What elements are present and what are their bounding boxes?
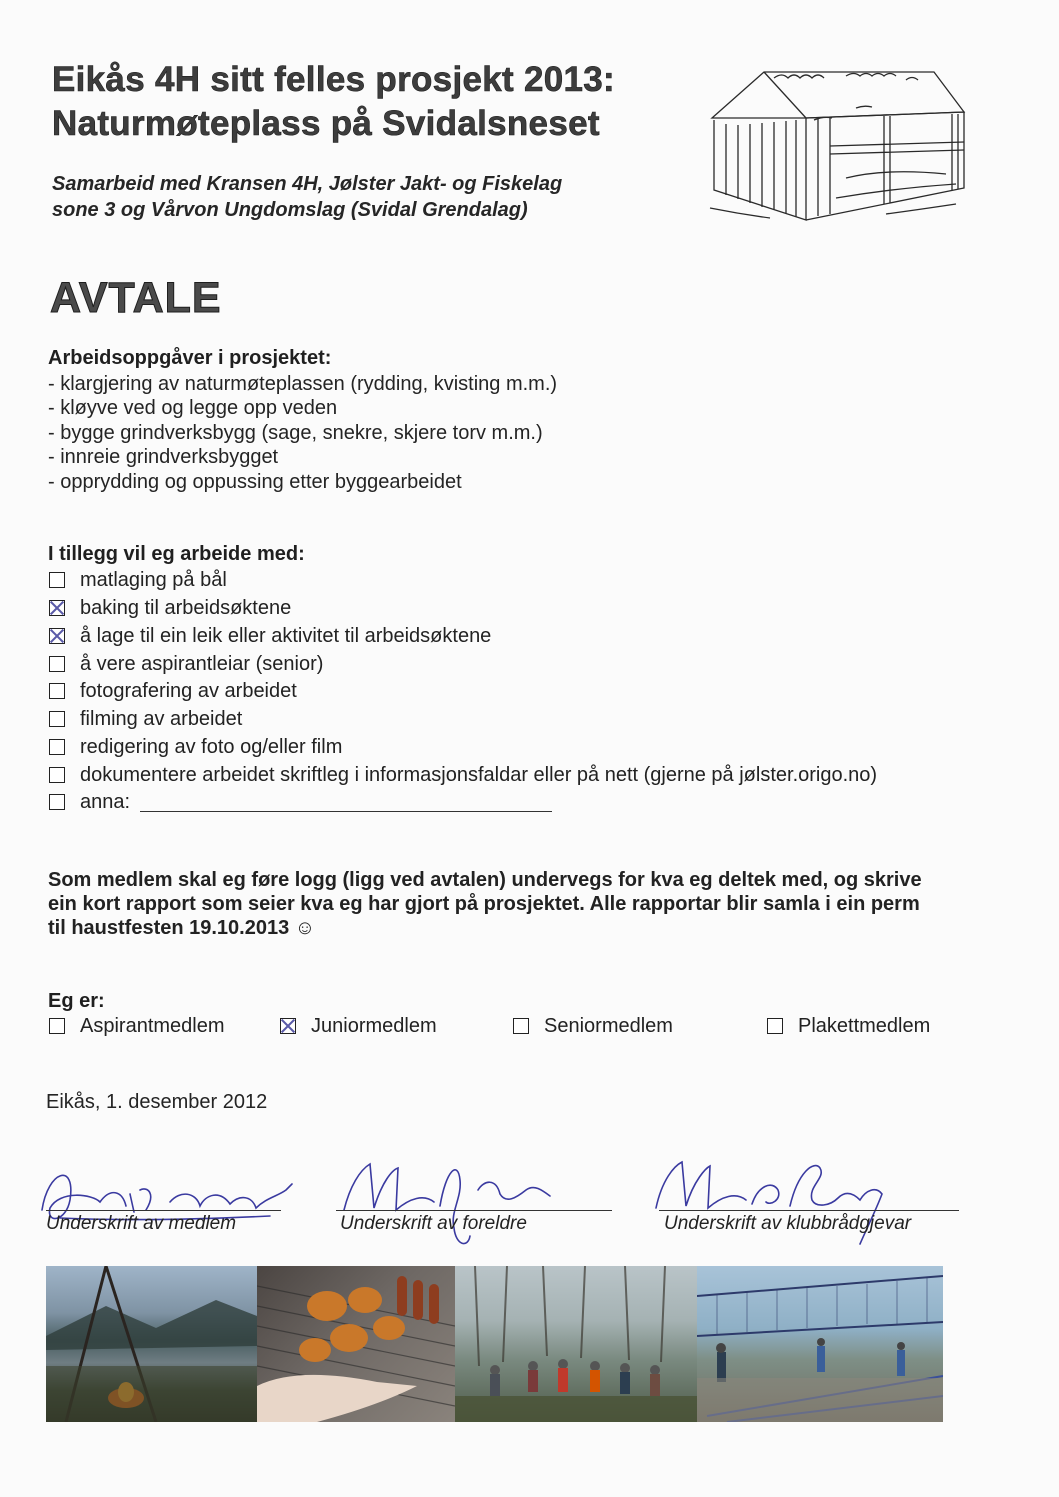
cabin-sketch-illustration — [706, 58, 970, 228]
extra-option-leik[interactable] — [49, 624, 491, 648]
extra-option-aspirantleiar[interactable] — [49, 652, 323, 676]
signature-label-parent: Underskrift av foreldre — [340, 1213, 527, 1234]
checkbox[interactable] — [49, 739, 65, 755]
extra-option-filming[interactable] — [49, 707, 242, 731]
extra-option-matlaging[interactable] — [49, 568, 227, 592]
subtitle-line-1: Samarbeid med Kransen 4H, Jølster Jakt- og Fiskelag — [52, 173, 563, 195]
subtitle-line-2: sone 3 og Vårvon Ungdomslag (Svidal Grendalag) — [52, 199, 528, 221]
title-line-2: Naturmøteplass på Svidalsneset — [52, 104, 600, 143]
option-label: Aspirantmedlem — [80, 1014, 225, 1037]
checkbox-checked[interactable] — [280, 1018, 296, 1034]
option-label: filming av arbeidet — [80, 707, 243, 730]
membership-plakett[interactable] — [767, 1014, 930, 1038]
option-label: Juniormedlem — [311, 1014, 437, 1037]
membership-heading: Eg er: — [48, 990, 105, 1012]
membership-junior[interactable] — [280, 1014, 437, 1038]
option-label: dokumentere arbeidet skriftleg i informasjonsfaldar eller på nett (gjerne på jølster.origo.no) — [80, 763, 878, 786]
extra-option-fotografering[interactable] — [49, 679, 297, 703]
signature-label-advisor: Underskrift av klubbrådgjevar — [664, 1213, 912, 1234]
signature-line-member[interactable] — [46, 1210, 281, 1211]
task-item: - kløyve ved og legge opp veden — [48, 397, 338, 419]
option-label: å vere aspirantleiar (senior) — [80, 652, 324, 675]
log-text-line-2: ein kort rapport som seier kva eg har gjort på prosjektet. Alle rapportar blir samla i ein perm — [48, 893, 920, 915]
option-label: matlaging på bål — [80, 568, 227, 591]
option-label: redigering av foto og/eller film — [80, 735, 343, 758]
extra-option-baking[interactable] — [49, 596, 291, 620]
extra-option-redigering[interactable] — [49, 735, 342, 759]
photo-grill-baking — [257, 1266, 455, 1422]
document-heading: AVTALE — [50, 274, 222, 322]
extra-heading: I tillegg vil eg arbeide med: — [48, 543, 305, 565]
extra-option-dokumentere[interactable] — [49, 763, 877, 787]
extra-option-anna[interactable] — [49, 790, 552, 814]
checkbox-checked[interactable] — [49, 628, 65, 644]
signature-label-member: Underskrift av medlem — [46, 1213, 237, 1234]
log-text-line-3: til haustfesten 19.10.2013 ☺ — [48, 917, 316, 939]
option-label: anna: — [80, 790, 131, 813]
checkbox[interactable] — [49, 656, 65, 672]
option-label: å lage til ein leik eller aktivitet til arbeidsøktene — [80, 624, 492, 647]
option-label: Seniormedlem — [544, 1014, 673, 1037]
checkbox[interactable] — [49, 1018, 65, 1034]
anna-input-line[interactable] — [140, 811, 552, 812]
checkbox[interactable] — [49, 794, 65, 810]
place-date: Eikås, 1. desember 2012 — [46, 1091, 268, 1113]
checkbox[interactable] — [49, 711, 65, 727]
checkbox[interactable] — [49, 683, 65, 699]
photo-group-forest — [455, 1266, 697, 1422]
membership-aspirant[interactable] — [49, 1014, 225, 1038]
task-item: - opprydding og oppussing etter byggearbeidet — [48, 471, 462, 493]
option-label: baking til arbeidsøktene — [80, 596, 292, 619]
task-item: - bygge grindverksbygg (sage, snekre, skjere torv m.m.) — [48, 422, 543, 444]
checkbox[interactable] — [513, 1018, 529, 1034]
task-item: - klargjering av naturmøteplassen (rydding, kvisting m.m.) — [48, 373, 558, 395]
task-item: - innreie grindverksbygget — [48, 446, 279, 468]
signature-line-parent[interactable] — [336, 1210, 612, 1211]
signature-line-advisor[interactable] — [659, 1210, 959, 1211]
checkbox[interactable] — [767, 1018, 783, 1034]
title-line-1: Eikås 4H sitt felles prosjekt 2013: — [52, 60, 615, 99]
signature-scribbles — [30, 1150, 980, 1250]
option-label: fotografering av arbeidet — [80, 679, 297, 702]
checkbox[interactable] — [49, 572, 65, 588]
checkbox[interactable] — [49, 767, 65, 783]
membership-senior[interactable] — [513, 1014, 673, 1038]
option-label: Plakettmedlem — [798, 1014, 931, 1037]
photo-lakeside-fire — [46, 1266, 257, 1422]
log-text-line-1: Som medlem skal eg føre logg (ligg ved avtalen) undervegs for kva eg deltek med, og skrive — [48, 869, 922, 891]
tasks-heading: Arbeidsoppgåver i prosjektet: — [48, 347, 332, 369]
checkbox-checked[interactable] — [49, 600, 65, 616]
photo-volleyball — [697, 1266, 943, 1422]
